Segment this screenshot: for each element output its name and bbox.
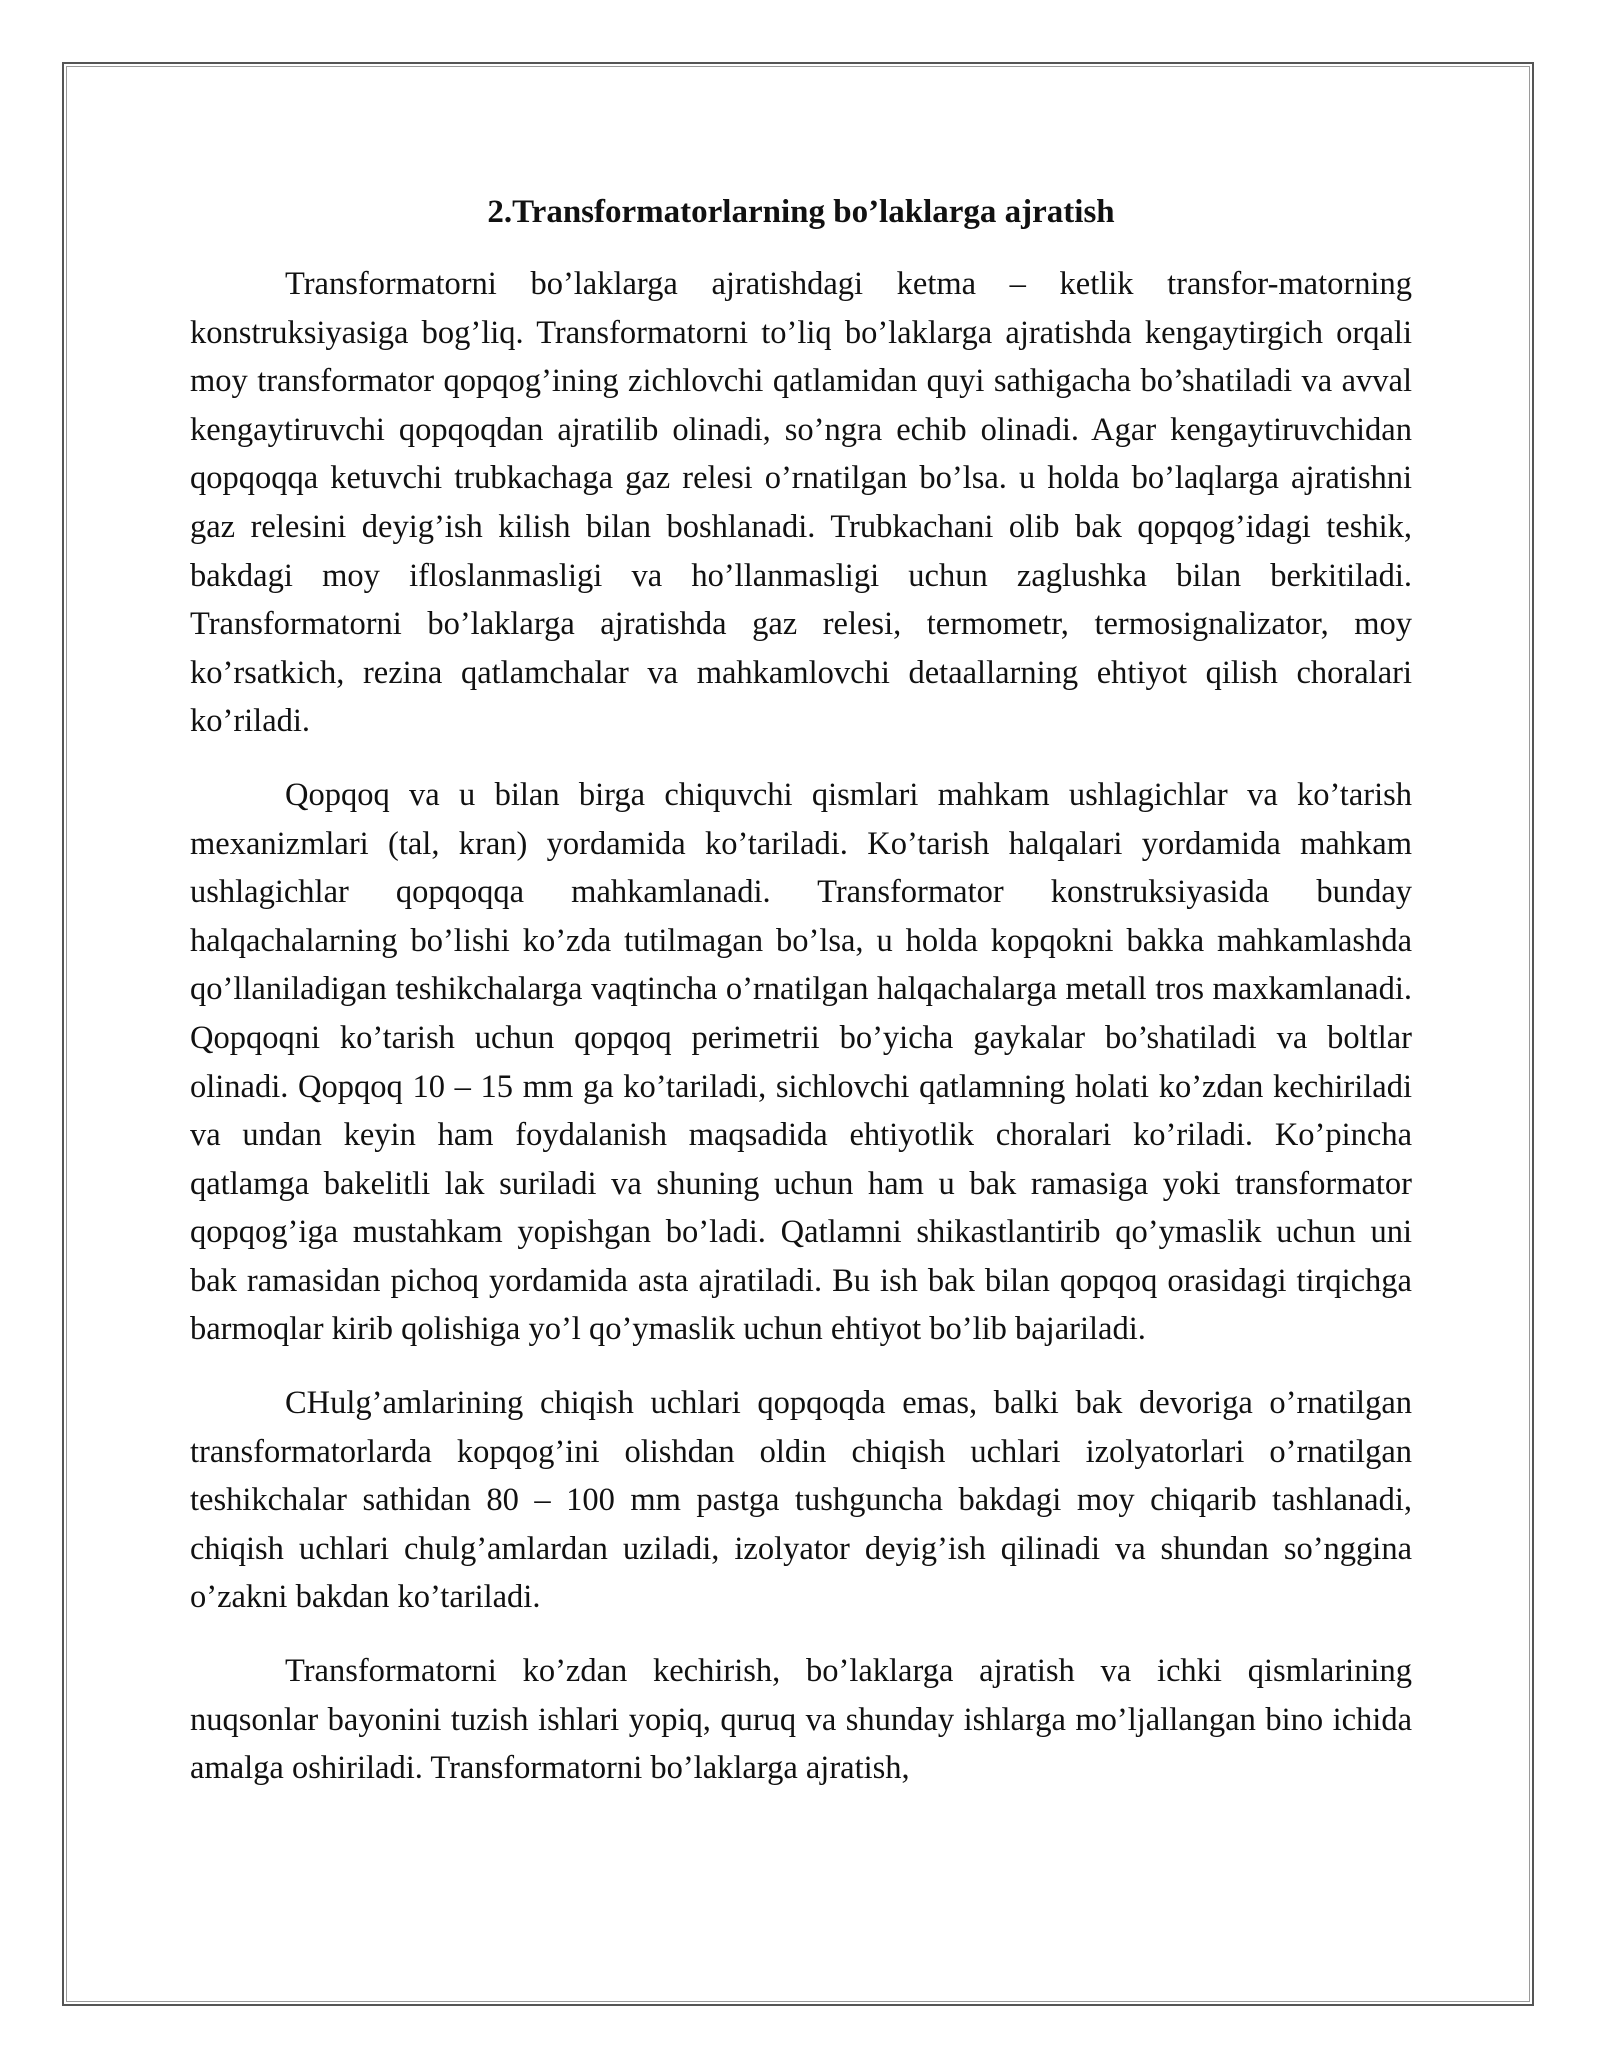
paragraph-2: Qopqoq va u bilan birga chiquvchi qismlari mahkam ushlagichlar va ko’tarish mexanizmlari (tal, kran) yordamida ko’tariladi. Ko’tarish halqalari yordamida mahkam ushlagichlar qopqoqqa mahkamlanadi. Transformator konstruksiyasida bunday halqachalarning bo’lishi ko’zda tutilmagan bo’lsa, u holda kopqokni bakka mahkamlashda qo’llaniladigan teshikchalarga vaqtincha o’rnatilgan halqachalarga metall tros maxkamlanadi. Qopqoqni ko’tarish uchun qopqoq perimetrii bo’yicha gaykalar bo’shatiladi va boltlar olinadi. Qopqoq 10 – 15 mm ga ko’tariladi, sichlovchi qatlamning holati ko’zdan kechiriladi va undan keyin ham foydalanish maqsadida ehtiyotlik choralari ko’riladi. Ko’pincha qatlamga bakelitli lak suriladi va shuning uchun ham u bak ramasiga yoki transformator qopqog’iga mustahkam yopishgan bo’ladi. Qatlamni shikastlantirib qo’ymaslik uchun uni bak ramasidan pichoq yordamida asta ajratiladi. Bu ish bak bilan qopqoq orasidagi tirqichga barmoqlar kirib qolishiga yo’l qo’ymaslik uchun ehtiyot bo’lib bajariladi. [190, 776, 1412, 1348]
paragraph-3: CHulg’amlarining chiqish uchlari qopqoqda emas, balki bak devoriga o’rnatilgan transformatorlarda kopqog’ini olishdan oldin chiqish uchlari izolyatorlari o’rnatilgan teshikchalar sathidan 80 – 100 mm pastga tushguncha bakdagi moy chiqarib tashlanadi, chiqish uchlari chulg’amlardan uziladi, izolyator deyig’ish qilinadi va shundan so’nggina o’zakni bakdan ko’tariladi. [190, 1385, 1412, 1616]
document-body [190, 188, 1412, 1818]
paragraph-4: Transformatorni ko’zdan kechirish, bo’laklarga ajratish va ichki qismlarining nuqsonlar bayonini tuzish ishlari yopiq, quruq va shunday ishlarga mo’ljallangan bino ichida amalga oshiriladi. Transformatorni bo’laklarga ajratish, [190, 1653, 1412, 1787]
paragraph-1: Transformatorni bo’laklarga ajratishdagi ketma – ketlik transfor-matorning konstruksiyasiga bog’liq. Transformatorni to’liq bo’laklarga ajratishda kengaytirgich orqali moy transformator qopqog’ining zichlovchi qatlamidan quyi sathigacha bo’shatiladi va avval kengaytiruvchi qopqoqdan ajratilib olinadi, so’ngra echib olinadi. Agar kengaytiruvchidan qopqoqqa ketuvchi trubkachaga gaz relesi o’rnatilgan bo’lsa. u holda bo’laqlarga ajratishni gaz relesini deyig’ish kilish bilan boshlanadi. Trubkachani olib bak qopqog’idagi teshik, bakdagi moy ifloslanmasligi va ho’llanmasligi uchun zaglushka bilan berkitiladi. Transformatorni bo’laklarga ajratishda gaz relesi, termometr, termosignalizator, moy ko’rsatkich, rezina qatlamchalar va mahkamlovchi detaallarning ehtiyot qilish choralari ko’riladi. [190, 266, 1412, 740]
document-title: 2.Transformatorlarning bo’laklarga ajratish [487, 194, 1115, 230]
